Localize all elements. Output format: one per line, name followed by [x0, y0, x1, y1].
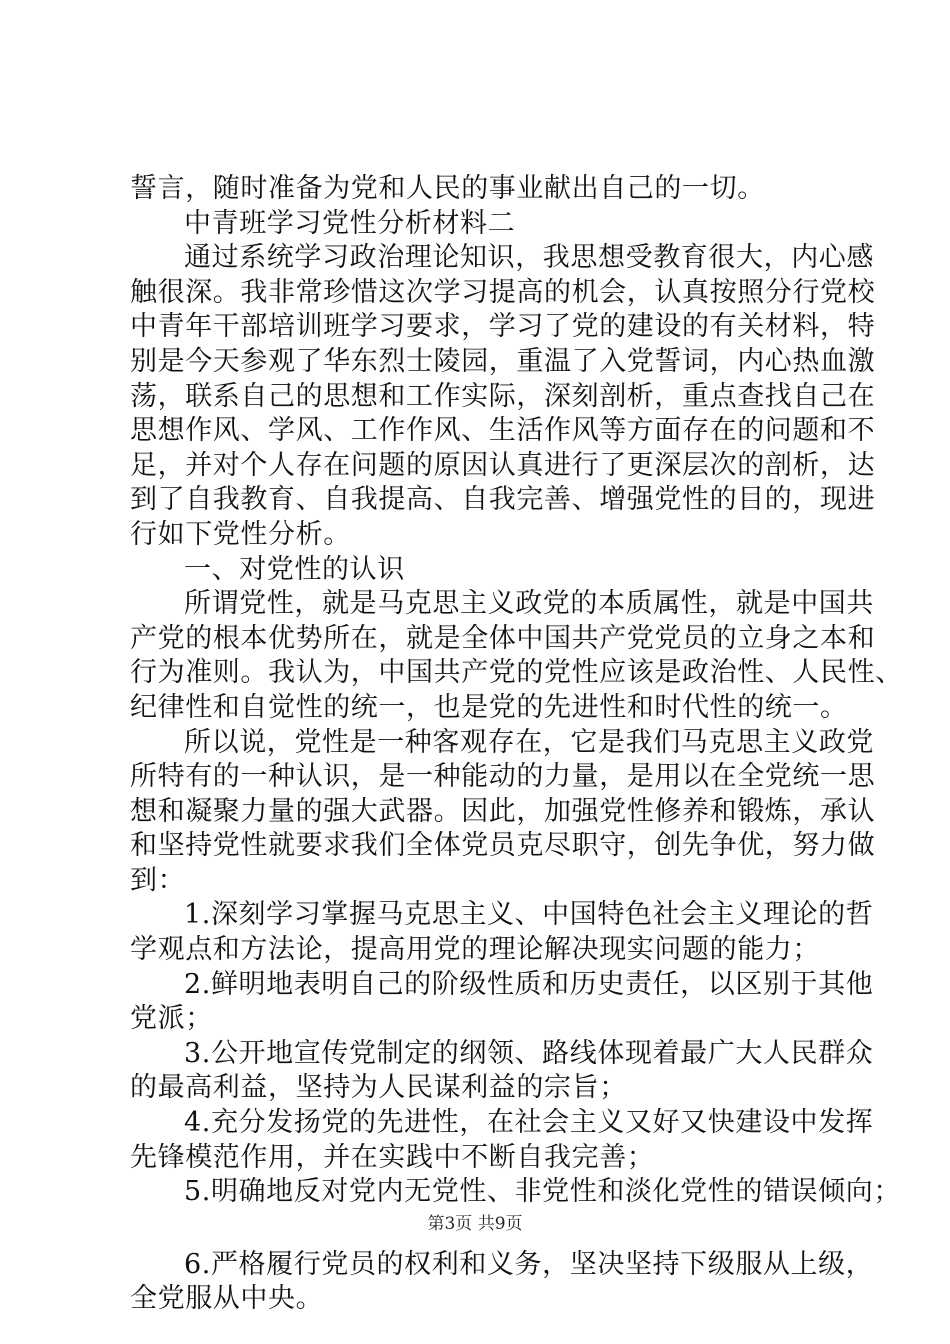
- list-item-continuation: 党派；: [130, 1003, 213, 1035]
- text-line: 纪律性和自觉性的统一，也是党的先进性和时代性的统一。: [130, 691, 848, 723]
- text-line: 到了自我教育、自我提高、自我完善、增强党性的目的，现进: [130, 484, 876, 516]
- text-line: 中青年干部培训班学习要求，学习了党的建设的有关材料，特: [130, 311, 876, 343]
- text-line: 和坚持党性就要求我们全体党员克尽职守，创先争优，努力做: [130, 830, 876, 862]
- page-footer: 第3页 共9页: [427, 1214, 523, 1234]
- section-heading: 一、对党性的认识: [184, 553, 405, 585]
- list-item-continuation: 学观点和方法论，提高用党的理论解决现实问题的能力；: [130, 934, 820, 966]
- list-item: 5.明确地反对党内无党性、非党性和淡化党性的错误倾向；: [184, 1176, 901, 1208]
- text-line: 别是今天参观了华东烈士陵园，重温了入党誓词，内心热血激: [130, 345, 876, 377]
- list-item: 2.鲜明地表明自己的阶级性质和历史责任，以区别于其他: [184, 968, 874, 1000]
- section-title: 中青班学习党性分析材料二: [184, 207, 516, 239]
- text-line: 想和凝聚力量的强大武器。因此，加强党性修养和锻炼，承认: [130, 795, 876, 827]
- text-line: 行如下党性分析。: [130, 518, 351, 550]
- text-line: 通过系统学习政治理论知识，我思想受教育很大，内心感: [184, 242, 874, 274]
- list-item: 1.深刻学习掌握马克思主义、中国特色社会主义理论的哲: [184, 899, 874, 931]
- list-item-continuation: 全党服从中央。: [130, 1283, 324, 1315]
- text-line: 荡，联系自己的思想和工作实际，深刻剖析，重点查找自己在: [130, 380, 876, 412]
- text-line: 触很深。我非常珍惜这次学习提高的机会，认真按照分行党校: [130, 276, 876, 308]
- text-line: 所谓党性，就是马克思主义政党的本质属性，就是中国共: [184, 588, 874, 620]
- list-item-continuation: 先锋模范作用，并在实践中不断自我完善；: [130, 1141, 655, 1173]
- document-body: [130, 172, 903, 1317]
- text-line: 足，并对个人存在问题的原因认真进行了更深层次的剖析，达: [130, 449, 876, 481]
- list-item: 3.公开地宣传党制定的纲领、路线体现着最广大人民群众: [184, 1037, 874, 1069]
- text-line: 到：: [130, 864, 186, 896]
- text-line: 思想作风、学风、工作作风、生活作风等方面存在的问题和不: [130, 415, 876, 447]
- list-item: 6.严格履行党员的权利和义务，坚决坚持下级服从上级，: [184, 1248, 874, 1280]
- text-line: 产党的根本优势所在，就是全体中国共产党党员的立身之本和: [130, 622, 876, 654]
- list-item: 4.充分发扬党的先进性，在社会主义又好又快建设中发挥: [184, 1107, 874, 1139]
- text-line: 所特有的一种认识，是一种能动的力量，是用以在全党统一思: [130, 761, 876, 793]
- text-line: 行为准则。我认为，中国共产党的党性应该是政治性、人民性、: [130, 657, 903, 689]
- list-item-continuation: 的最高利益，坚持为人民谋利益的宗旨；: [130, 1072, 627, 1104]
- text-line: 所以说，党性是一种客观存在，它是我们马克思主义政党: [184, 726, 874, 758]
- text-line: 誓言，随时准备为党和人民的事业献出自己的一切。: [130, 173, 765, 204]
